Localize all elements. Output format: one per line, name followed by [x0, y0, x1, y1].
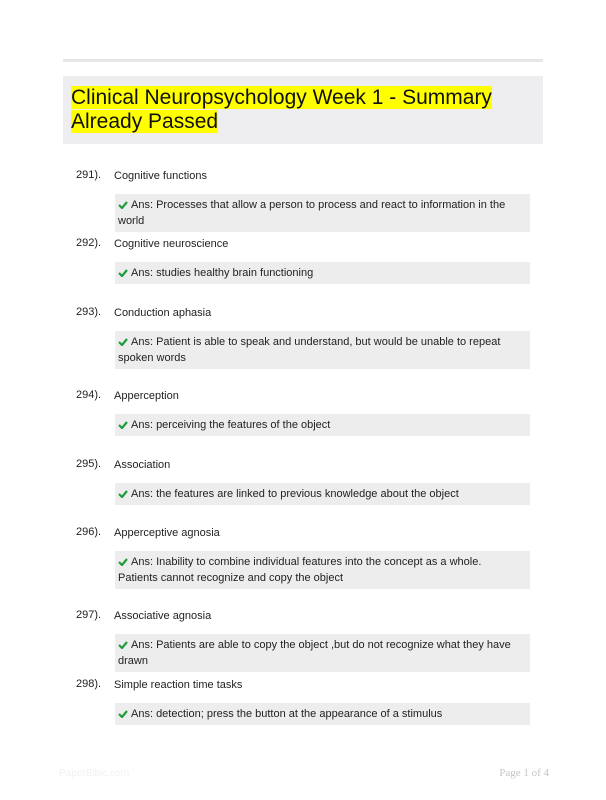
question-number: 294).: [76, 389, 102, 401]
answer-text: Ans: perceiving the features of the object: [131, 419, 331, 431]
check-icon: [118, 421, 128, 429]
question-number: 291).: [76, 169, 102, 181]
check-icon: [118, 269, 128, 277]
check-icon: [118, 641, 128, 649]
answer-text: Ans: the features are linked to previous knowledge about the object: [131, 488, 459, 500]
title-line-1: Clinical Neuropsychology Week 1 - Summary: [71, 86, 492, 109]
answer-text: Ans: studies healthy brain functioning: [131, 267, 314, 279]
page-number: Page 1 of 4: [499, 767, 549, 779]
question-text: Conduction aphasia: [114, 307, 212, 319]
answer-box: [115, 703, 530, 725]
question-number: 292).: [76, 237, 102, 249]
answer-text: Ans: detection; press the button at the appearance of a stimulus: [131, 708, 443, 720]
question-number: 295).: [76, 458, 102, 470]
question-text: Apperceptive agnosia: [114, 527, 220, 539]
question-text: Apperception: [114, 390, 179, 402]
answer-box: [115, 331, 530, 369]
question-text: Cognitive neuroscience: [114, 238, 229, 250]
title-line-2: Already Passed: [71, 110, 219, 133]
check-icon: [118, 558, 128, 566]
answer-box: [115, 194, 530, 232]
answer-text: Ans: Inability to combine individual features into the concept as a whole. Patients cannot recognize and copy the object: [118, 556, 482, 584]
question-text: Association: [114, 459, 171, 471]
check-icon: [118, 490, 128, 498]
question-text: Associative agnosia: [114, 610, 212, 622]
question-number: 298).: [76, 678, 102, 690]
question-text: Cognitive functions: [114, 170, 207, 182]
answer-text: Ans: Patients are able to copy the object ,but do not recognize what they have drawn: [118, 639, 511, 667]
answer-text: Ans: Patient is able to speak and understand, but would be unable to repeat spoken words: [118, 336, 501, 364]
check-icon: [118, 201, 128, 209]
top-divider: [63, 59, 543, 62]
title-block: [63, 76, 543, 144]
question-number: 297).: [76, 609, 102, 621]
question-text: Simple reaction time tasks: [114, 679, 243, 691]
answer-box: [115, 634, 530, 672]
check-icon: [118, 338, 128, 346]
question-number: 293).: [76, 306, 102, 318]
page-title: [71, 86, 511, 134]
footer-watermark: PaperBibic.com: [59, 768, 130, 779]
answer-box: [115, 414, 530, 436]
answer-box: [115, 551, 530, 589]
answer-box: [115, 262, 530, 284]
question-number: 296).: [76, 526, 102, 538]
answer-text: Ans: Processes that allow a person to process and react to information in the world: [118, 199, 506, 227]
answer-box: [115, 483, 530, 505]
check-icon: [118, 710, 128, 718]
